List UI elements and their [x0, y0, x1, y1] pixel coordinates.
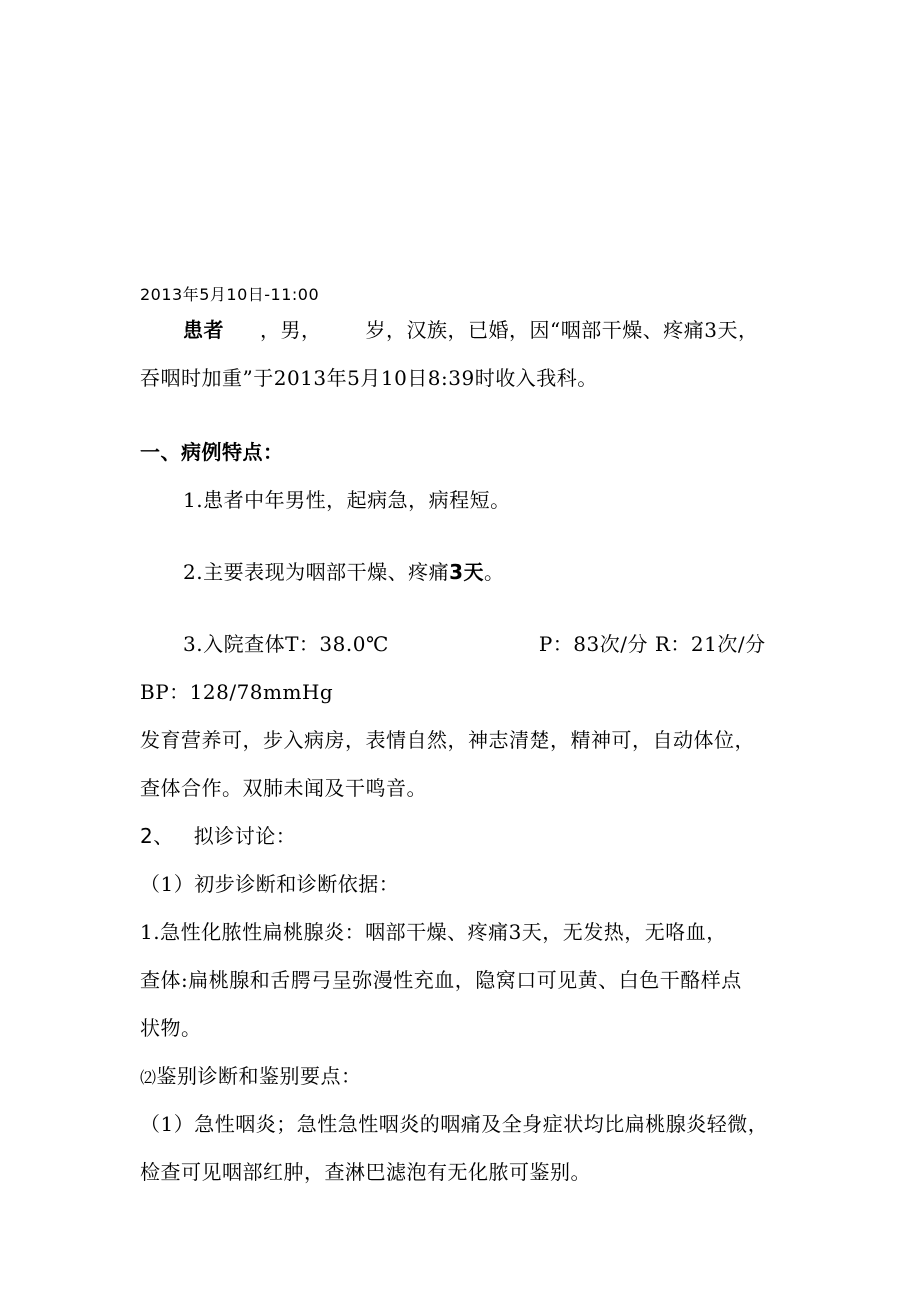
- vital-pulse-respiration: P：83次/分 R：21次/分: [538, 632, 766, 656]
- intro-line-1: [183, 318, 758, 342]
- differential-line-2: 检查可见咽部红肿，查淋巴滤泡有无化脓可鉴别。: [140, 1160, 591, 1184]
- feature-item-2-prefix: 2.主要表现为咽部干燥、疼痛: [183, 560, 450, 584]
- feature-item-2: [183, 560, 505, 584]
- feature-item-1: 1.患者中年男性，起病急，病程短。: [183, 488, 511, 512]
- vital-blood-pressure: BP：128/78mmHg: [140, 680, 334, 704]
- feature-item-2-suffix: 。: [484, 560, 505, 584]
- diagnosis-line-3: 状物。: [140, 1016, 202, 1040]
- section2-title: 拟诊讨论：: [193, 824, 297, 848]
- differential-line-1: （1）急性咽炎；急性急性咽炎的咽痛及全身症状均比扁桃腺炎轻微，: [140, 1112, 769, 1136]
- intro-line-2: 吞咽时加重”于2013年5月10日8:39时收入我科。: [140, 366, 598, 390]
- patient-label: 患者: [183, 318, 224, 342]
- subsection-2-heading: [140, 1064, 362, 1090]
- section1-heading: 一、病例特点：: [140, 440, 284, 464]
- record-datetime: 2013年5月10日-11:00: [140, 285, 320, 304]
- subsection-2-number: ⑵: [140, 1068, 157, 1087]
- diagnosis-line-1: 1.急性化脓性扁桃腺炎：咽部干燥、疼痛3天，无发热，无咯血，: [140, 920, 727, 944]
- feature-item-3: [183, 632, 766, 656]
- exam-line-1: 发育营养可，步入病房，表情自然，神志清楚，精神可，自动体位，: [140, 728, 755, 752]
- vital-temperature: 3.入院查体T：38.0℃: [183, 632, 389, 656]
- section2-heading: [140, 824, 296, 848]
- intro-after-name: ，男，: [260, 318, 322, 342]
- section2-number: 2、: [140, 824, 174, 848]
- diagnosis-line-2: 查体:扁桃腺和舌腭弓呈弥漫性充血，隐窝口可见黄、白色干酪样点: [140, 968, 742, 992]
- intro-after-age: 岁，汉族，已婚，因“咽部干燥、疼痛3天，: [365, 318, 759, 342]
- exam-line-2: 查体合作。双肺未闻及干鸣音。: [140, 776, 427, 800]
- feature-item-2-duration: 3天: [449, 560, 485, 584]
- subsection-1-heading: （1）初步诊断和诊断依据：: [140, 872, 400, 896]
- subsection-2-title: 鉴别诊断和鉴别要点：: [156, 1064, 362, 1088]
